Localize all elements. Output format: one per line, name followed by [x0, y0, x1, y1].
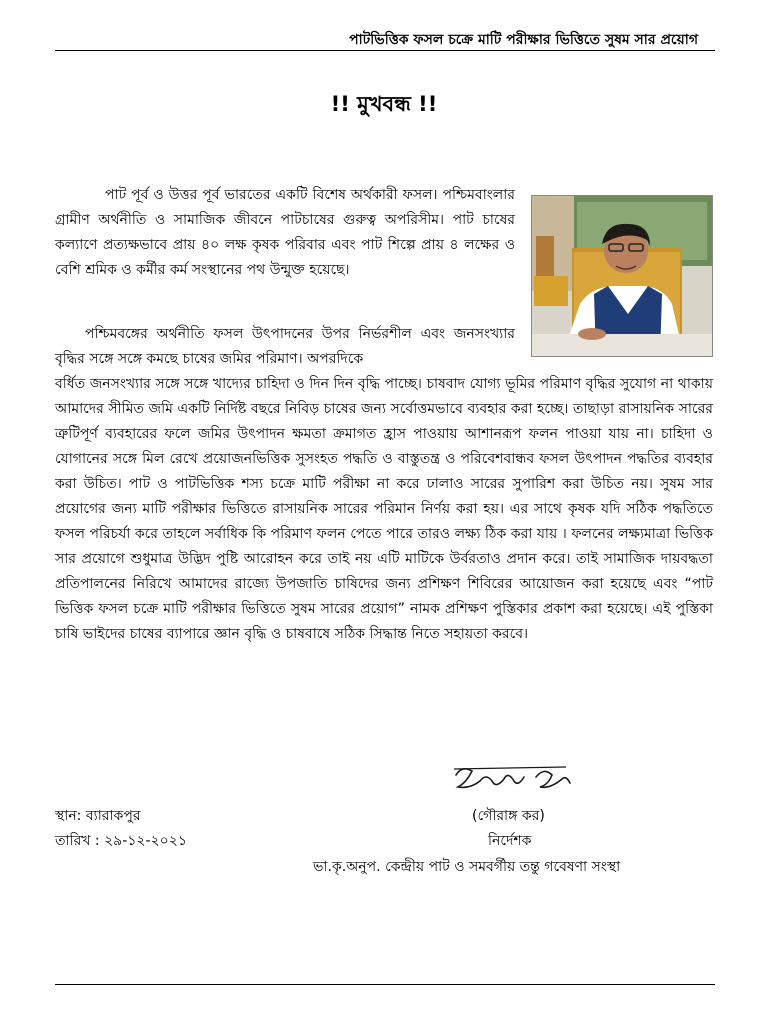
paragraph-economy-first-lines: পশ্চিমবঙ্গের অর্থনীতি ফসল উৎপাদনের উপর নির্ভরশীল এবং জনসংখ্যার বৃদ্ধির সঙ্গে সঙ্গে কমছে চাষের জমির পরিমাণ। অপরদিকে: [55, 326, 515, 367]
paragraph-intro: পাট পূর্ব ও উত্তর পূর্ব ভারতের একটি বিশেষ অর্থকারী ফসল। পশ্চিমবাংলার গ্রামীণ অর্থনীতি ও সামাজিক জীবনে পাটচাষের গুরুত্ব অপরিসীম। পাট চাষের কল্যাণে প্রত্যক্ষভাবে প্রায় ৪০ লক্ষ কৃষক পরিবার এবং পাট শিল্পে প্রায় ৪ লক্ষের ও বেশি শ্রমিক ও কর্মীর কর্ম সংস্থানের পথ উন্মুক্ত হয়েছে।: [55, 187, 515, 278]
signatory-organization: ভা.কৃ.অনুপ. কেন্দ্রীয় পাট ও সমবর্গীয় তন্তু গবেষণা সংস্থা: [313, 859, 621, 875]
handwritten-signature: [452, 763, 572, 797]
header-rule: [55, 50, 715, 51]
signatory-name: (গৌরাঙ্গ কর): [472, 808, 545, 824]
page-title: !! মুখবন্ধ !!: [330, 92, 438, 116]
paragraph-economy-continued: বর্ধিত জনসংখ্যার সঙ্গে সঙ্গে খাদ্যের চাহিদা ও দিন দিন বৃদ্ধি পাচ্ছে। চাষবাদ যোগ্য ভূমির পরিমাণ বৃদ্ধির সুযোগ না থাকায় আমাদের সীমিত জমি একটি নির্দিষ্ট বছরে নিবিড় চাষের জন্য সর্বোত্তমভাবে ব্যবহার করা হচ্ছে। তাছাড়া রাসায়নিক সারের ত্রুটিপূর্ণ ব্যবহারের ফলে জমির উৎপাদন ক্ষমতা ক্রমাগত হ্রাস পাওয়ায় আশানরূপ ফলন পাওয়া যায় না। চাহিদা ও যোগানের সঙ্গে মিল রেখে প্রয়োজনভিত্তিক সুসংহত পদ্ধতি ও বাস্তুতন্ত্র ও পরিবেশবান্ধব ফসল উৎপাদন পদ্ধতির ব্যবহার করা উচিত। পাট ও পাটভিত্তিক শস্য চক্রে মাটি পরীক্ষা না করে ঢালাও সারের সুপারিশ করা উচিত নয়। সুষম সার প্রয়োগের জন্য মাটি পরীক্ষার ভিত্তিতে রাসায়নিক সারের পরিমান নির্ণয় করা হয়। এর সাথে কৃষক যদি সঠিক পদ্ধতিতে ফসল পরিচর্যা করে তাহলে সর্বাধিক কি পরিমাণ ফলন পেতে পারে তারও লক্ষ্য ঠিক করা যায় । ফলনের লক্ষ্যমাত্রা ভিত্তিক সার প্রয়োগে শুধুমাত্র উদ্ভিদ পুষ্টি আরোহন করে তাই নয় এটি মাটিকে উর্বরতাও প্রদান করে। তাই সামাজিক দায়বদ্ধতা প্রতিপালনের নিরিখে আমাদের রাজ্যে উপজাতি চাষিদের জন্য প্রশিক্ষণ শিবিরের আয়োজন করা হয়েছে এবং “পাট ভিত্তিক ফসল চক্রে মাটি পরীক্ষার ভিত্তিতে সুষম সারের প্রয়োগ” নামক প্রশিক্ষণ পুস্তিকার প্রকাশ করা হয়েছে। এই পুস্তিকা চাষি ভাইদের চাষের ব্যাপারে জ্ঞান বৃদ্ধি ও চাষবাষে সঠিক সিদ্ধান্ত নিতে সহায়তা করবে।: [55, 376, 713, 642]
place: স্থান: ব্যারাকপুর: [55, 808, 141, 824]
running-header: পাটভিত্তিক ফসল চক্রে মাটি পরীক্ষার ভিত্তিতে সুষম সার প্রয়োগ: [349, 32, 698, 48]
date: তারিখ : ২৯-১২-২০২১: [55, 833, 187, 849]
director-photo: [531, 195, 713, 357]
signatory-role: নির্দেশক: [488, 833, 532, 849]
footer-rule: [55, 984, 715, 985]
